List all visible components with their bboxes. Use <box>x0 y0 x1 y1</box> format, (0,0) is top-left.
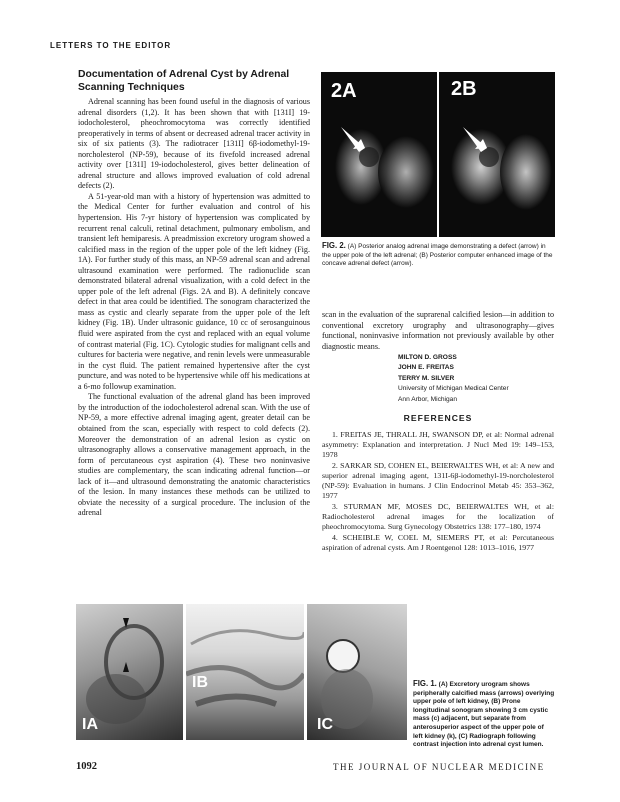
figure-1c-label: IC <box>317 716 333 733</box>
figure-1-caption-label: FIG. 1. <box>413 679 437 688</box>
arrow-icon <box>123 662 129 672</box>
figure-2a-label: 2A <box>331 80 357 102</box>
figure-1b-image <box>186 604 304 740</box>
figure-1a-image <box>76 604 183 740</box>
references-heading: REFERENCES <box>403 413 473 423</box>
author-block <box>398 353 509 405</box>
running-head: LETTERS TO THE EDITOR <box>50 41 172 50</box>
body-paragraph: A 51-year-old man with a history of hypertension was admitted to the Medical Center for further evaluation and control of his hypertension. His 7-yr history of hypertension was complicated by recurrent renal calculi, retinal detachment, pulmonary embolism, and transient left hemiparesis. A preadmission excretory urogram showed a calcified mass in the region of the upper pole of the left kidney (Fig. 1A). For further study of this mass, an NP-59 adrenal scan and adrenal ultrasound examination were performed. The radionuclide scan demonstrated bilateral adrenal visualization, with a cold defect in the upper pole of the left adrenal (Figs. 2A and B). A definitely concave defect in that area could be identified. The sonogram characterized the mass as cystic and clearly separate from the upper pole of the left kidney (Fig. 1B). Under ultrasonic guidance, 10 cc of serosanguinous fluid were aspirated from the cyst and replaced with an equal volume of contrast material (Fig. 1C). Cytologic studies for malignant cells and cultures for bacteria were negative, and renin levels were unmeasurable in the cyst fluid. The patient remained hypertensive after the cyst puncture, and was noted to be hypertensive while off his medications at a 6-mo followup examination. <box>78 191 310 391</box>
figure-1-caption-text: (A) Excretory urogram shows peripherally calcified mass (arrows) overlying upper pole of left kidney, (B) Prone longitudinal sonogram showing 3 cm cystic mass (c) adjacent, but separate from anterosuperior aspect of the upper pole of left kidney (k), (C) Radiograph following contrast injection into adrenal cyst lumen. <box>413 681 555 749</box>
journal-name: THE JOURNAL OF NUCLEAR MEDICINE <box>333 762 545 772</box>
figure-2-caption-label: FIG. 2. <box>322 241 346 250</box>
body-column-left <box>78 97 310 519</box>
figure-2-caption <box>322 242 554 269</box>
body-column-right <box>322 310 554 352</box>
body-paragraph: scan in the evaluation of the suprarenal calcified lesion—in addition to conventional excretory urography and ultrasonography—gives functional, noninvasive information not previously available by other diagnostic means. <box>322 310 554 351</box>
author-name: JOHN E. FREITAS <box>398 364 454 372</box>
body-paragraph: The functional evaluation of the adrenal gland has been improved by the introduction of the iodocholesterol adrenal scan. With the use of NP-59, a more effective adrenal imaging agent, greater detail can be obtained from the scan, especially with respect to cold defects (2). Moreover the demonstration of an adrenal lesion as cystic on ultrasonography allows a conservative management approach, in the form of percutaneous cyst aspiration (4). These two noninvasive studies are complementary, the scan indicating adrenal function—or lack of it—and ultrasound demonstrating the anatomic characteristics of the lesion. In many instances these methods can be utilized to obviate the necessity of a surgical procedure. The inclusion of the adrenal <box>78 392 310 518</box>
figure-2b-label: 2B <box>451 78 477 100</box>
reference-item: 3. STURMAN MF, MOSES DC, BEIERWALTES WH, et al: Radiocholesterol adrenal images for the localization of pheochromocytoma. Surg Gynecology Obstetrics 138: 177–180, 1974 <box>322 502 554 531</box>
figure-1-caption <box>413 680 555 750</box>
article-title: Documentation of Adrenal Cyst by Adrenal Scanning Techniques <box>78 69 290 93</box>
author-name: MILTON D. GROSS <box>398 354 457 361</box>
affiliation-line: University of Michigan Medical Center <box>398 385 509 393</box>
figure-2-image <box>321 72 555 237</box>
body-paragraph: Adrenal scanning has been found useful in the diagnosis of various adrenal disorders (1,2). It has been shown that with [131I] 19-iodocholesterol, pheochromocytoma was correctly identified preoperatively in terms of absent or decreased adrenal tracer activity in six of six patients (3). The radiotracer [131I] 6β-iodomethyl-19-norcholesterol (NP-59), because of its fivefold increased adrenal activity over [131I] 19-iodocholesterol, gives better delineation of adrenal structure and allows improved evaluation of cold adrenal defects (2). <box>78 97 310 191</box>
references-list <box>322 430 554 554</box>
figure-1b-label: IB <box>192 674 208 691</box>
reference-item: 4. SCHEIBLE W, COEL M, SIEMERS PT, et al: Percutaneous aspiration of adrenal cysts. Am J Roentgenol 128: 1013–1016, 1977 <box>322 533 554 552</box>
author-name: TERRY M. SILVER <box>398 374 455 382</box>
page-number: 1092 <box>76 761 97 772</box>
figure-1a-label: IA <box>82 716 98 733</box>
figure-2-caption-text: (A) Posterior analog adrenal image demonstrating a defect (arrow) in the upper pole of the left adrenal; (B) Posterior computer enhanced image of the concave adrenal defect (arrow). <box>322 243 553 268</box>
reference-item: 1. FREITAS JE, THRALL JH, SWANSON DP, et al: Normal adrenal asymmetry: Explanation and interpretation. J Nucl Med 19: 149–153, 1978 <box>322 430 554 459</box>
reference-item: 2. SARKAR SD, COHEN EL, BEIERWALTES WH, et al: A new and superior adrenal imaging agent, 131I-6β-iodomethyl-19-norcholesterol (NP-59): Evaluation in humans. J Clin Endocrinol Metab 45: 353–362, 1977 <box>322 461 554 500</box>
affiliation-line: Ann Arbor, Michigan <box>398 395 458 403</box>
figure-1c-image <box>307 604 407 740</box>
